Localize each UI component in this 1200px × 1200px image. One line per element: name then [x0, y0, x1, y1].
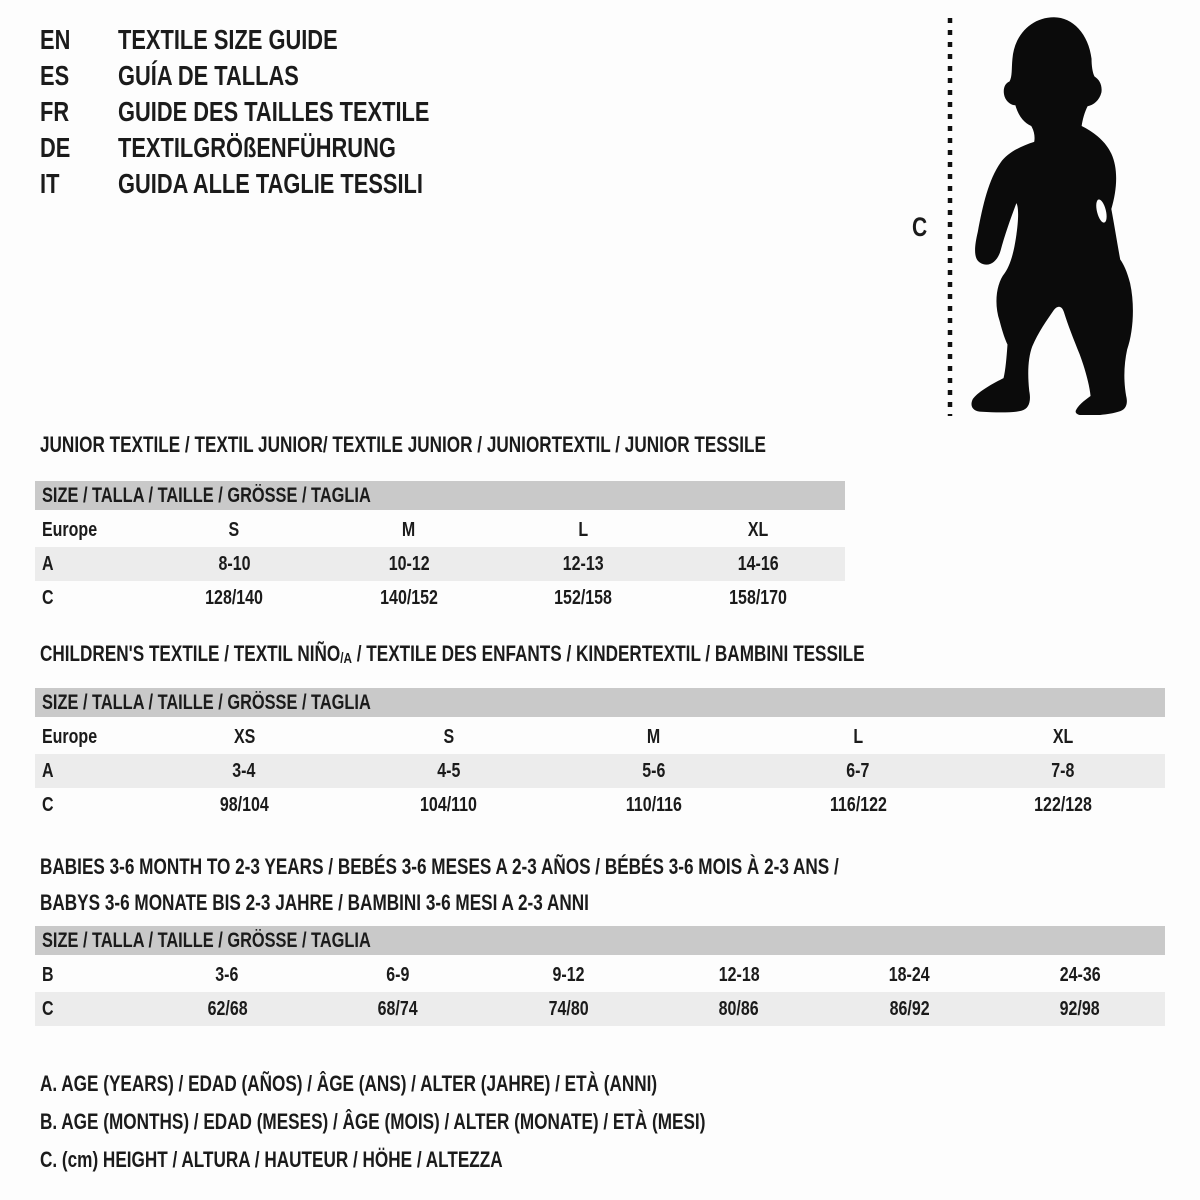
months-cell: 6-9 [386, 963, 410, 986]
height-cell: 62/68 [207, 997, 248, 1020]
language-code: FR [40, 96, 70, 127]
children-section-heading: CHILDREN'S TEXTILE / TEXTIL NIÑO/A / TEXTILE DES ENFANTS / KINDERTEXTIL / BAMBINI TESSILE [40, 641, 865, 667]
row-label: Europe [42, 518, 98, 541]
height-cell: 80/86 [718, 997, 759, 1020]
size-cell: L [853, 725, 863, 748]
language-code: EN [40, 24, 71, 55]
size-cell: XL [747, 518, 768, 541]
language-row [40, 166, 517, 202]
age-cell: 7-8 [1051, 759, 1075, 782]
legend-line-height: C. (cm) HEIGHT / ALTURA / HAUTEUR / HÖHE / ALTEZZA [40, 1147, 503, 1172]
heading-subscript: /A [340, 650, 352, 667]
babies-section-heading: BABIES 3-6 MONTH TO 2-3 YEARS / BEBÉS 3-6 MESES A 2-3 AÑOS / BÉBÉS 3-6 MOIS À 2-3 ANS / BABYS 3-6 MONATE BIS 2-3 JAHRE / BAMBINI 3-6 MESI A 2-3 ANNI [40, 854, 839, 915]
row-label: Europe [42, 725, 98, 748]
language-code: DE [40, 132, 71, 163]
months-cell: 18-24 [888, 963, 930, 986]
age-cell: 8-10 [218, 552, 251, 575]
table-row [35, 992, 1165, 1026]
toddler-silhouette [962, 14, 1140, 415]
size-header-row: SIZE / TALLA / TAILLE / GRÖSSE / TAGLIA [35, 688, 1165, 717]
language-title-list [40, 22, 517, 202]
junior-section-heading: JUNIOR TEXTILE / TEXTIL JUNIOR/ TEXTILE JUNIOR / JUNIORTEXTIL / JUNIOR TESSILE [40, 432, 766, 457]
height-cell: 158/170 [728, 586, 787, 609]
guide-title: GUIDE DES TAILLES TEXTILE [118, 96, 430, 127]
height-cell: 98/104 [219, 793, 269, 816]
height-cell: 104/110 [420, 793, 478, 816]
babies-size-table [35, 926, 1165, 1026]
guide-title: GUIDA ALLE TAGLIE TESSILI [118, 168, 423, 199]
age-cell: 12-13 [562, 552, 604, 575]
height-cell: 92/98 [1059, 997, 1100, 1020]
age-cell: 5-6 [641, 759, 666, 782]
guide-title: GUÍA DE TALLAS [118, 60, 299, 91]
age-cell: 4-5 [437, 759, 461, 782]
height-cell: 152/158 [554, 586, 613, 609]
height-cell: 86/92 [889, 997, 930, 1020]
size-cell: L [578, 518, 589, 541]
junior-size-table [35, 481, 845, 615]
row-label: A [42, 552, 54, 575]
height-measure-line [944, 16, 956, 418]
table-row [35, 958, 1165, 992]
row-label: C [42, 586, 54, 609]
age-cell: 6-7 [846, 759, 870, 782]
language-row [40, 94, 517, 130]
measurement-legend [40, 1065, 893, 1179]
height-cell: 140/152 [379, 586, 438, 609]
children-size-table [35, 688, 1165, 822]
table-row [35, 720, 1165, 754]
row-label: C [42, 793, 54, 816]
language-row [40, 58, 517, 94]
size-cell: XS [233, 725, 255, 748]
table-row [35, 788, 1165, 822]
size-header-row: SIZE / TALLA / TAILLE / GRÖSSE / TAGLIA [35, 481, 845, 510]
months-cell: 24-36 [1059, 963, 1101, 986]
row-label: B [42, 963, 54, 986]
height-cell: 74/80 [548, 997, 589, 1020]
size-cell: XL [1052, 725, 1073, 748]
language-row [40, 22, 517, 58]
guide-title: TEXTILGRÖßENFÜHRUNG [118, 132, 396, 163]
legend-line-age-months: B. AGE (MONTHS) / EDAD (MESES) / ÂGE (MOIS) / ALTER (MONATE) / ETÀ (MESI) [40, 1109, 706, 1134]
months-cell: 3-6 [215, 963, 239, 986]
age-cell: 3-4 [232, 759, 256, 782]
months-cell: 9-12 [552, 963, 585, 986]
height-cell: 128/140 [205, 586, 264, 609]
table-row [35, 547, 845, 581]
height-cell: 68/74 [377, 997, 418, 1020]
height-cell: 122/128 [1033, 793, 1092, 816]
table-row [35, 513, 845, 547]
language-code: ES [40, 60, 70, 91]
size-cell: S [443, 725, 455, 748]
height-measure-label: C [912, 212, 928, 242]
size-cell: S [228, 518, 240, 541]
height-cell: 116/122 [829, 793, 887, 816]
row-label: C [42, 997, 54, 1020]
age-cell: 14-16 [737, 552, 779, 575]
months-cell: 12-18 [718, 963, 760, 986]
table-row [35, 754, 1165, 788]
age-cell: 10-12 [388, 552, 430, 575]
size-header-row: SIZE / TALLA / TAILLE / GRÖSSE / TAGLIA [35, 926, 1165, 955]
size-cell: M [402, 518, 416, 541]
language-code: IT [40, 168, 60, 199]
row-label: A [42, 759, 54, 782]
table-row [35, 581, 845, 615]
guide-title: TEXTILE SIZE GUIDE [118, 24, 338, 55]
legend-line-age-years: A. AGE (YEARS) / EDAD (AÑOS) / ÂGE (ANS) / ALTER (JAHRE) / ETÀ (ANNI) [40, 1071, 658, 1096]
height-cell: 110/116 [625, 793, 682, 816]
language-row [40, 130, 517, 166]
size-cell: M [646, 725, 661, 748]
